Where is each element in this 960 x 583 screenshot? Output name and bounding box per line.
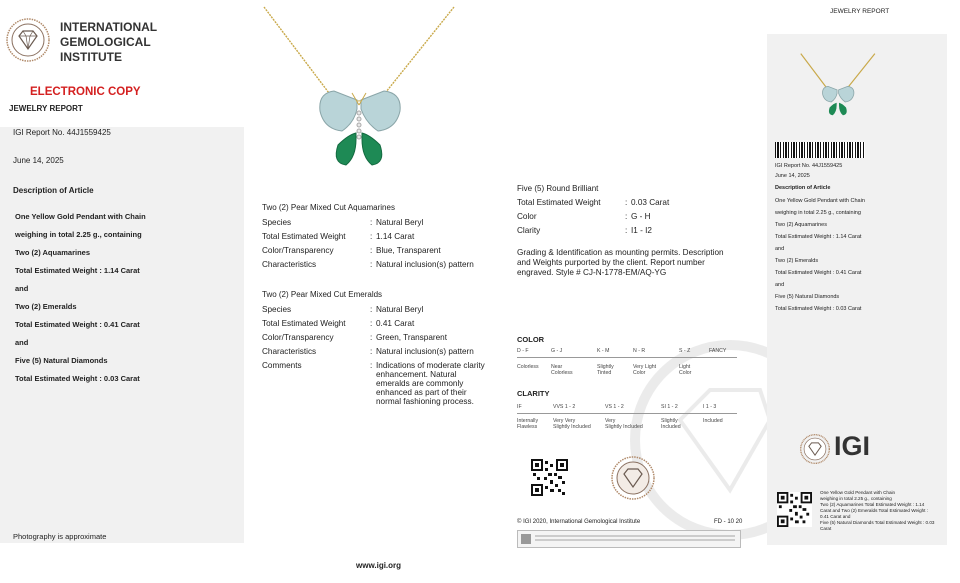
- description-line: One Yellow Gold Pendant with Chain: [15, 212, 146, 221]
- description-line: and: [15, 338, 29, 347]
- row-label: Color: [517, 212, 537, 221]
- grading-note-line: and Weights purported by the client. Report number: [517, 258, 705, 267]
- description-line: weighing in total 2.25 g., containing: [15, 230, 142, 239]
- clarity-grade: SI 1 - 2: [661, 404, 678, 410]
- row-value: I1 - I2: [631, 226, 652, 235]
- row-label: Color/Transparency: [262, 246, 334, 255]
- electronic-copy-label: ELECTRONIC COPY: [30, 86, 141, 98]
- copyright: © IGI 2020, International Gemological Institute: [517, 519, 641, 525]
- stub-summary-line: Carat: [820, 526, 832, 531]
- row-label: Total Estimated Weight: [262, 232, 346, 241]
- stub-description-line: One Yellow Gold Pendant with Chain: [775, 198, 865, 204]
- color-scale-heading: COLOR: [517, 335, 545, 344]
- org-name-line2: GEMOLOGICAL: [60, 35, 151, 49]
- comment-line: enhancement. Natural: [376, 370, 457, 379]
- color-desc: Light Color: [679, 364, 692, 376]
- clarity-grade: VS 1 - 2: [605, 404, 624, 410]
- igi-seal-stamp: [611, 456, 655, 500]
- stub-report-number: IGI Report No. 44J1559425: [775, 163, 843, 169]
- description-line: Five (5) Natural Diamonds: [15, 356, 108, 365]
- stub-summary-line: Carat and Two (2) Emeralds Total Estimated Weight :: [820, 508, 929, 513]
- description-heading: Description of Article: [13, 186, 94, 195]
- clarity-scale-line: [517, 413, 737, 414]
- report-date: June 14, 2025: [13, 156, 64, 165]
- stub-report-date: June 14, 2025: [775, 173, 810, 179]
- comment-line: enhanced as part of their: [376, 388, 467, 397]
- color-desc: Colorless: [517, 364, 539, 370]
- color-grade: S - Z: [679, 348, 691, 354]
- igi-seal-logo: [6, 18, 50, 62]
- stub-description-line: Total Estimated Weight : 0.41 Carat: [775, 270, 862, 276]
- stub-summary-line: One Yellow Gold Pendant with Chain: [820, 490, 896, 495]
- stub-igi-logo-text: IGI: [834, 431, 871, 461]
- row-value: Natural Beryl: [376, 218, 424, 227]
- report-type-title: JEWELRY REPORT: [9, 104, 83, 113]
- color-grade: FANCY: [709, 348, 727, 354]
- row-value: 1.14 Carat: [376, 232, 415, 241]
- stub-report-type: JEWELRY REPORT: [830, 8, 890, 15]
- clarity-grade: I 1 - 3: [703, 404, 717, 410]
- clarity-desc: Very Slightly Included: [605, 418, 643, 430]
- row-value: Blue, Transparent: [376, 246, 441, 255]
- row-value: 0.03 Carat: [631, 198, 670, 207]
- org-name-line1: INTERNATIONAL: [60, 20, 158, 34]
- description-line: Total Estimated Weight : 0.03 Carat: [15, 374, 140, 383]
- grading-note-line: engraved. Style # CJ-N-1778-EM/AQ-YG: [517, 268, 667, 277]
- stub-description-line: Total Estimated Weight : 0.03 Carat: [775, 306, 862, 312]
- description-line: Total Estimated Weight : 1.14 Carat: [15, 266, 140, 275]
- clarity-scale-heading: CLARITY: [517, 389, 550, 398]
- stub-jewelry-photo: [800, 42, 878, 130]
- stub-description-line: weighing in total 2.25 g., containing: [775, 210, 861, 216]
- color-desc: Slightly Tinted: [597, 364, 614, 376]
- comment-line: normal fashioning process.: [376, 397, 474, 406]
- disclaimer-box: [517, 530, 741, 548]
- org-name-line3: INSTITUTE: [60, 50, 122, 64]
- clarity-desc: Very Very Slightly Included: [553, 418, 591, 430]
- stub-description-line: Two (2) Aquamarines: [775, 222, 827, 228]
- color-desc: Very Light Color: [633, 364, 657, 376]
- stub-description-line: Total Estimated Weight : 1.14 Carat: [775, 234, 862, 240]
- color-desc: Near Colorless: [551, 364, 573, 376]
- row-label: Characteristics: [262, 347, 317, 356]
- clarity-desc: Included: [703, 418, 723, 424]
- photography-note: Photography is approximate: [13, 532, 107, 541]
- aquamarines-title: Two (2) Pear Mixed Cut Aquamarines: [262, 203, 395, 212]
- qr-code[interactable]: [531, 459, 568, 496]
- color-grade: G - J: [551, 348, 563, 354]
- description-line: Two (2) Emeralds: [15, 302, 77, 311]
- stub-summary-line: Two (2) Aquamarines Total Estimated Weight : 1.14: [820, 502, 925, 507]
- description-line: Two (2) Aquamarines: [15, 248, 91, 257]
- stub-summary-line: weighing in total 2.25 g., containing: [820, 496, 892, 501]
- color-grade: D - F: [517, 348, 529, 354]
- comment-line: Indications of moderate clarity: [376, 361, 485, 370]
- row-label: Species: [262, 305, 292, 314]
- stub-summary-line: 0.41 Carat and: [820, 514, 851, 519]
- stub-summary-line: Five (5) Natural Diamonds Total Estimated Weight : 0.03: [820, 520, 935, 525]
- row-value: G - H: [631, 212, 651, 221]
- clarity-desc: Slightly Included: [661, 418, 681, 430]
- clarity-desc: Internally Flawless: [517, 418, 539, 430]
- row-value: Natural inclusion(s) pattern: [376, 260, 474, 269]
- row-value: Green, Transparent: [376, 333, 447, 342]
- color-grade: N - R: [633, 348, 646, 354]
- row-label: Species: [262, 218, 292, 227]
- row-value: Natural Beryl: [376, 305, 424, 314]
- row-label: Clarity: [517, 226, 541, 235]
- row-label: Color/Transparency: [262, 333, 334, 342]
- report-number: IGI Report No. 44J1559425: [13, 128, 111, 137]
- description-line: and: [15, 284, 29, 293]
- stub-qr-code[interactable]: [777, 492, 812, 527]
- form-code: FD - 10 20: [714, 519, 743, 525]
- clarity-grade: IF: [517, 404, 522, 410]
- stub-description-line: and: [775, 246, 785, 252]
- stub-summary: [820, 490, 934, 532]
- color-scale-line: [517, 357, 737, 358]
- stub-description-line: Two (2) Emeralds: [775, 258, 819, 264]
- row-value: 0.41 Carat: [376, 319, 415, 328]
- comment-line: emeralds are commonly: [376, 379, 464, 388]
- jewelry-photo: [262, 5, 462, 175]
- website-link[interactable]: www.igi.org: [356, 561, 402, 570]
- grading-note: [517, 248, 724, 278]
- row-label: Characteristics: [262, 260, 317, 269]
- row-label: Total Estimated Weight: [517, 198, 601, 207]
- barcode: [775, 142, 865, 158]
- comments-label: Comments: [262, 361, 302, 370]
- stub-description-line: Five (5) Natural Diamonds: [775, 294, 840, 300]
- row-label: Total Estimated Weight: [262, 319, 346, 328]
- color-grade: K - M: [597, 348, 610, 354]
- row-value: Natural inclusion(s) pattern: [376, 347, 474, 356]
- stub-description-line: and: [775, 282, 785, 288]
- clarity-grade: VVS 1 - 2: [553, 404, 576, 410]
- stub-description-heading: Description of Article: [775, 185, 831, 191]
- diamonds-title: Five (5) Round Brilliant: [517, 184, 599, 193]
- emeralds-title: Two (2) Pear Mixed Cut Emeralds: [262, 290, 383, 299]
- stub-igi-logo-seal: [800, 434, 830, 464]
- grading-note-line: Grading & Identification as mounting permits. Description: [517, 248, 724, 257]
- description-line: Total Estimated Weight : 0.41 Carat: [15, 320, 140, 329]
